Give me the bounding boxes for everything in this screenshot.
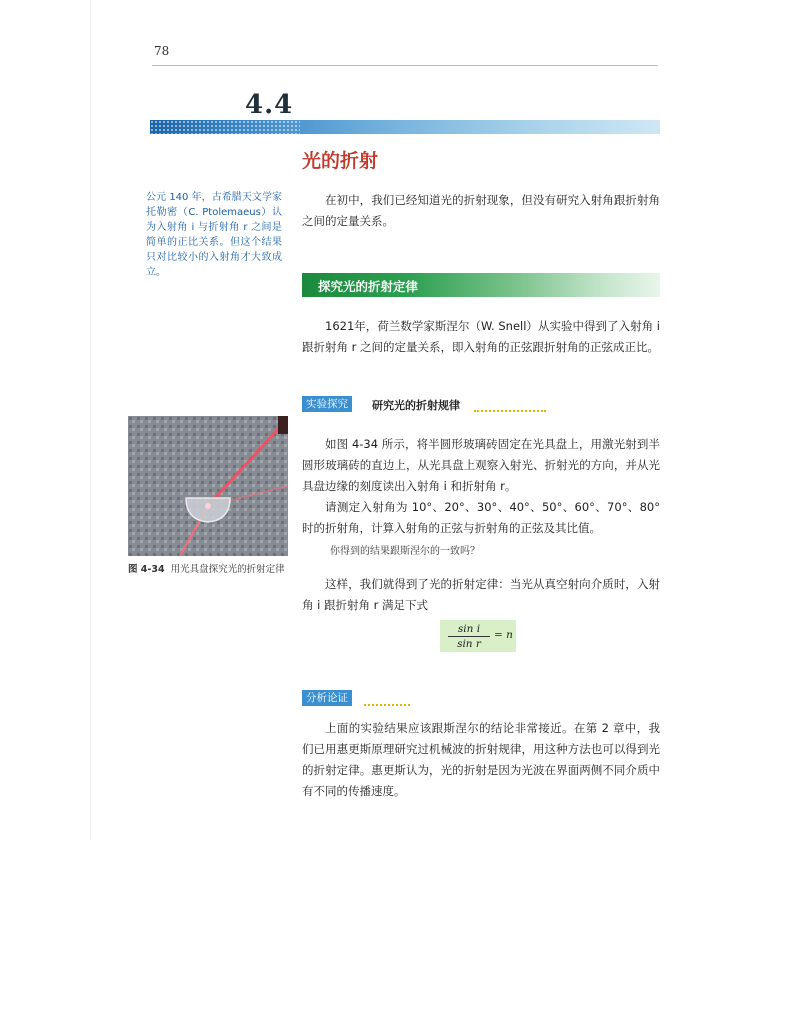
formula-numerator: sin i: [448, 623, 490, 637]
experiment-dotted-rule: [474, 410, 546, 412]
snell-formula: [440, 620, 516, 652]
formula-rhs: = n: [494, 629, 513, 641]
explore-heading: 探究光的折射定律: [318, 279, 419, 294]
figure-photo: [128, 416, 288, 556]
section-number: 4.4: [245, 90, 294, 120]
intro-paragraph: 在初中，我们已经知道光的折射现象，但没有研究入射角跟折射角之间的定量关系。: [302, 193, 660, 228]
experiment-title: 研究光的折射规律: [372, 399, 460, 412]
section-title: 光的折射: [302, 150, 379, 172]
page-edge-shadow: [90, 0, 91, 840]
analysis-paragraph: 上面的实验结果应该跟斯涅尔的结论非常接近。在第 2 章中，我们已用惠更斯原理研究过机械波的折射规律，用这种方法也可以得到光的折射定律。惠更斯认为，光的折射是因为光波在界面两侧不同介质中有不同的传播速度。: [302, 721, 660, 798]
header-rule: [152, 65, 658, 66]
page-number: 78: [154, 44, 170, 58]
side-note: 公元 140 年，古希腊天文学家托勒密（C. Ptolemaeus）认为入射角 i 与折射角 r 之间是简单的正比关系。但这个结果只对比较小的入射角才大致成立。: [146, 192, 282, 278]
law-paragraph: 这样，我们就得到了光的折射定律：当光从真空射向介质时，入射角 i 跟折射角 r 满足下式: [302, 577, 660, 612]
figure-label: 图 4-34: [128, 564, 165, 575]
section-bar-pattern: [150, 120, 300, 134]
experiment-tag: 实验探究: [302, 396, 352, 412]
snell-paragraph: 1621年，荷兰数学家斯涅尔（W. Snell）从实验中得到了入射角 i 跟折射角 r 之间的定量关系，即入射角的正弦跟折射角的正弦成正比。: [302, 319, 660, 354]
experiment-paragraph-1: 如图 4-34 所示，将半圆形玻璃砖固定在光具盘上，用激光射到半圆形玻璃砖的直边上，从光具盘上观察入射光、折射光的方向，并从光具盘边缘的刻度读出入射角 i 和折射角 r。: [302, 437, 660, 493]
light-refraction-photo: [128, 416, 288, 556]
figure-caption: [128, 563, 288, 577]
experiment-paragraph-2: 请测定入射角为 10°、20°、30°、40°、50°、60°、70°、80°时的折射角，计算入射角的正弦与折射角的正弦及其比值。: [302, 500, 660, 535]
analysis-tag: 分析论证: [302, 690, 352, 706]
experiment-question: 你得到的结果跟斯涅尔的一致吗？: [330, 546, 480, 557]
formula-fraction: [448, 623, 490, 650]
formula-denominator: sin r: [457, 638, 481, 650]
figure-caption-text: 用光具盘探究光的折射定律: [170, 564, 285, 575]
analysis-dotted-rule: [364, 704, 410, 706]
